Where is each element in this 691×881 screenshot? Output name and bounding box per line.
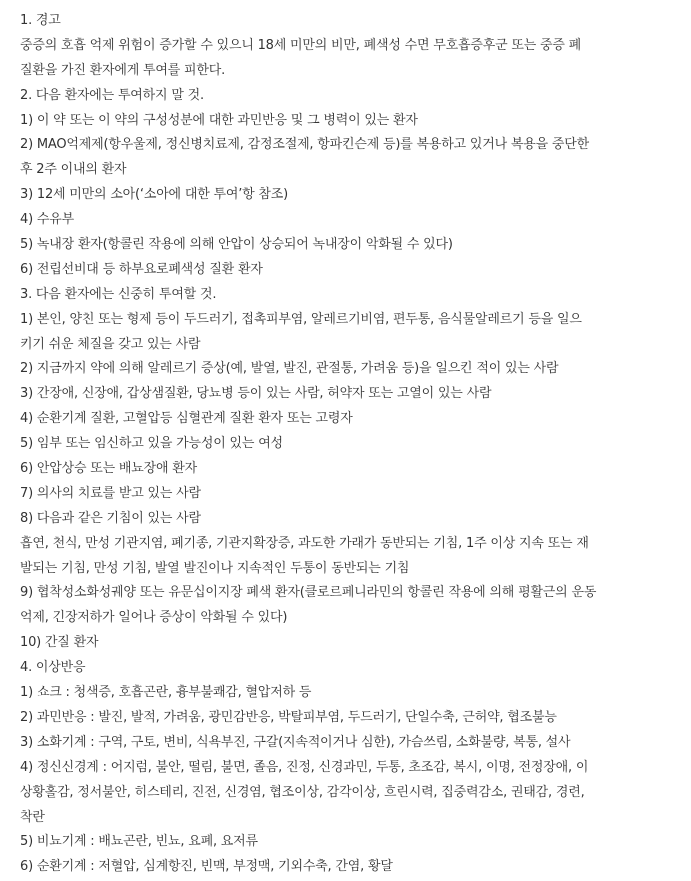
list-item: 4) 정신신경계 : 어지럼, 불안, 떨림, 불면, 졸음, 진정, 신경과민, 두통, 초조감, 복시, 이명, 전정장애, 이 — [20, 759, 589, 775]
list-item: 6) 전립선비대 등 하부요로폐색성 질환 환자 — [20, 261, 263, 277]
document-body — [20, 9, 688, 880]
list-item: 2) MAO억제제(항우울제, 정신병치료제, 감정조절제, 항파킨슨제 등)를 복용하고 있거나 복용을 중단한 — [20, 137, 589, 153]
list-item-continuation: 키기 쉬운 체질을 갖고 있는 사람 — [20, 336, 201, 352]
list-item-continuation: 상황홀감, 정서불안, 히스테리, 진전, 신경염, 협조이상, 감각이상, 흐린시력, 집중력감소, 권태감, 경련, — [20, 784, 585, 800]
list-item: 6) 안압상승 또는 배뇨장애 환자 — [20, 461, 197, 477]
list-item: 2) 과민반응 : 발진, 발적, 가려움, 광민감반응, 박탈피부염, 두드러기, 단일수축, 근허약, 협조불능 — [20, 709, 557, 725]
list-item: 4) 수유부 — [20, 212, 74, 228]
list-item: 5) 녹내장 환자(항콜린 작용에 의해 안압이 상승되어 녹내장이 악화될 수 있다) — [20, 237, 453, 253]
list-item: 10) 간질 환자 — [20, 635, 99, 651]
list-item: 3) 12세 미만의 소아(‘소아에 대한 투여’항 참조) — [20, 187, 289, 203]
list-item: 1) 이 약 또는 이 약의 구성성분에 대한 과민반응 및 그 병력이 있는 환자 — [20, 112, 418, 128]
list-item: 3) 소화기계 : 구역, 구토, 변비, 식욕부진, 구갈(지속적이거나 심한), 가슴쓰림, 소화불량, 복통, 설사 — [20, 734, 571, 750]
section-heading-adverse-reactions: 4. 이상반응 — [20, 660, 86, 676]
list-item: 5) 임부 또는 임신하고 있을 가능성이 있는 여성 — [20, 436, 283, 452]
list-item: 5) 비뇨기계 : 배뇨곤란, 빈뇨, 요폐, 요저류 — [20, 834, 258, 850]
text-line: 흡연, 천식, 만성 기관지염, 폐기종, 기관지확장증, 과도한 가래가 동반되는 기침, 1주 이상 지속 또는 재 — [20, 535, 589, 551]
section-heading-cautions: 3. 다음 환자에는 신중히 투여할 것. — [20, 286, 217, 302]
list-item: 9) 협착성소화성궤양 또는 유문십이지장 폐색 환자(클로르페니라민의 항콜린 작용에 의해 평활근의 운동 — [20, 585, 597, 601]
list-item: 1) 본인, 양친 또는 형제 등이 두드러기, 접촉피부염, 알레르기비염, 편두통, 음식물알레르기 등을 일으 — [20, 311, 582, 327]
list-item: 1) 쇼크 : 청색증, 호흡곤란, 흉부불쾌감, 혈압저하 등 — [20, 685, 312, 701]
text-line: 발되는 기침, 만성 기침, 발열 발진이나 지속적인 두통이 동반되는 기침 — [20, 560, 410, 576]
list-item: 8) 다음과 같은 기침이 있는 사람 — [20, 510, 201, 526]
section-heading-warning: 1. 경고 — [20, 13, 61, 28]
list-item-continuation: 억제, 긴장저하가 일어나 증상이 악화될 수 있다) — [20, 610, 288, 626]
list-item: 3) 간장애, 신장애, 갑상샘질환, 당뇨병 등이 있는 사람, 허약자 또는 고열이 있는 사람 — [20, 386, 492, 402]
list-item: 4) 순환기계 질환, 고혈압등 심혈관계 질환 환자 또는 고령자 — [20, 411, 353, 427]
list-item-continuation: 후 2주 이내의 환자 — [20, 162, 127, 178]
list-item: 6) 순환기계 : 저혈압, 심계항진, 빈맥, 부정맥, 기외수축, 간염, 황달 — [20, 859, 393, 875]
section-heading-contraindications: 2. 다음 환자에는 투여하지 말 것. — [20, 87, 204, 103]
text-line: 질환을 가진 환자에게 투여를 피한다. — [20, 62, 226, 78]
list-item-continuation: 착란 — [20, 809, 45, 825]
list-item: 2) 지금까지 약에 의해 알레르기 증상(예, 발열, 발진, 관절통, 가려움 등)을 일으킨 적이 있는 사람 — [20, 361, 559, 377]
list-item: 7) 의사의 치료를 받고 있는 사람 — [20, 485, 201, 501]
text-line: 중증의 호흡 억제 위험이 증가할 수 있으니 18세 미만의 비만, 폐색성 수면 무호흡증후군 또는 중증 폐 — [20, 37, 582, 53]
